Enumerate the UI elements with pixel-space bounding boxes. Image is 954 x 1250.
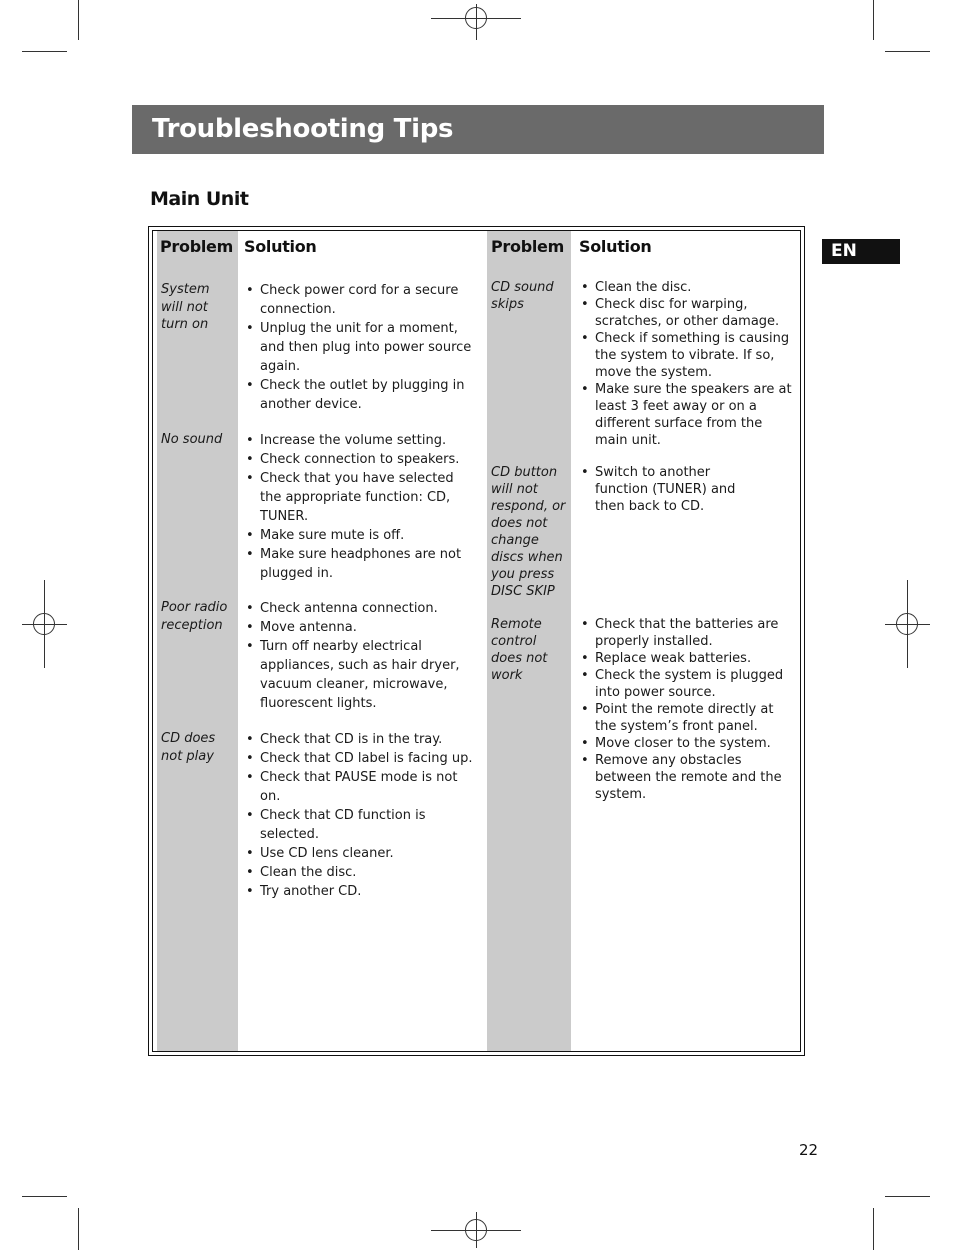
problem-cell: Remote control does not work <box>491 617 548 683</box>
solution-item: • Switch to another function (TUNER) and then back to CD. <box>579 464 757 515</box>
solution-item: • Check the outlet by plugging in another device. <box>244 376 478 414</box>
header-problem-right: Problem <box>491 237 564 256</box>
solution-item: • Increase the volume setting. <box>244 431 478 450</box>
title-bar <box>132 105 824 154</box>
solution-item: • Check the system is plugged into power source. <box>579 667 794 701</box>
solution-item: • Check antenna connection. <box>244 599 478 618</box>
solution-item: • Try another CD. <box>244 882 478 901</box>
solution-item: • Replace weak batteries. <box>579 650 794 667</box>
solution-item: • Check that you have selected the appropriate function: CD, TUNER. <box>244 469 478 526</box>
solution-item: • Check that PAUSE mode is not on. <box>244 768 478 806</box>
problem-cell: No sound <box>161 432 223 447</box>
language-tab: EN <box>822 239 900 264</box>
solution-list <box>579 279 794 449</box>
solution-item: • Check that CD label is facing up. <box>244 749 478 768</box>
solution-list <box>579 616 794 803</box>
solution-list <box>244 281 478 414</box>
solution-item: • Check that CD function is selected. <box>244 806 478 844</box>
solution-list <box>579 464 757 515</box>
solution-item: • Move closer to the system. <box>579 735 794 752</box>
solution-item: • Check that the batteries are properly installed. <box>579 616 794 650</box>
problem-cell: CD sound skips <box>491 280 554 312</box>
solution-item: • Make sure mute is off. <box>244 526 478 545</box>
solution-item: • Clean the disc. <box>244 863 478 882</box>
solution-list <box>244 730 478 901</box>
solution-item: • Unplug the unit for a moment, and then plug into power source again. <box>244 319 478 376</box>
solution-list <box>244 599 478 713</box>
solution-item: • Use CD lens cleaner. <box>244 844 478 863</box>
header-solution-right: Solution <box>579 237 652 256</box>
solution-item: • Check connection to speakers. <box>244 450 478 469</box>
solution-item: • Move antenna. <box>244 618 478 637</box>
solution-item: • Make sure the speakers are at least 3 feet away or on a different surface from the main unit. <box>579 381 794 449</box>
page-number: 22 <box>799 1141 819 1159</box>
solution-list <box>244 431 478 583</box>
page-title: Troubleshooting Tips <box>152 114 454 144</box>
section-title: Main Unit <box>150 188 249 210</box>
solution-item: • Clean the disc. <box>579 279 794 296</box>
header-solution-left: Solution <box>244 237 317 256</box>
problem-cell: Poor radio reception <box>161 600 228 633</box>
solution-item: • Remove any obstacles between the remote and the system. <box>579 752 794 803</box>
solution-item: • Check if something is causing the system to vibrate. If so, move the system. <box>579 330 794 381</box>
problem-cell: CD does not play <box>161 731 216 764</box>
solution-item: • Check power cord for a secure connection. <box>244 281 478 319</box>
solution-item: • Check disc for warping, scratches, or other damage. <box>579 296 794 330</box>
problem-cell: CD button will not respond, or does not change discs when you press DISC SKIP <box>491 465 566 599</box>
problem-cell: System will not turn on <box>161 282 210 332</box>
solution-item: • Point the remote directly at the system’s front panel. <box>579 701 794 735</box>
solution-item: • Turn off nearby electrical appliances, such as hair dryer, vacuum cleaner, microwave, fluorescent lights. <box>244 637 478 713</box>
solution-item: • Check that CD is in the tray. <box>244 730 478 749</box>
header-problem-left: Problem <box>160 237 233 256</box>
solution-item: • Make sure headphones are not plugged in. <box>244 545 478 583</box>
